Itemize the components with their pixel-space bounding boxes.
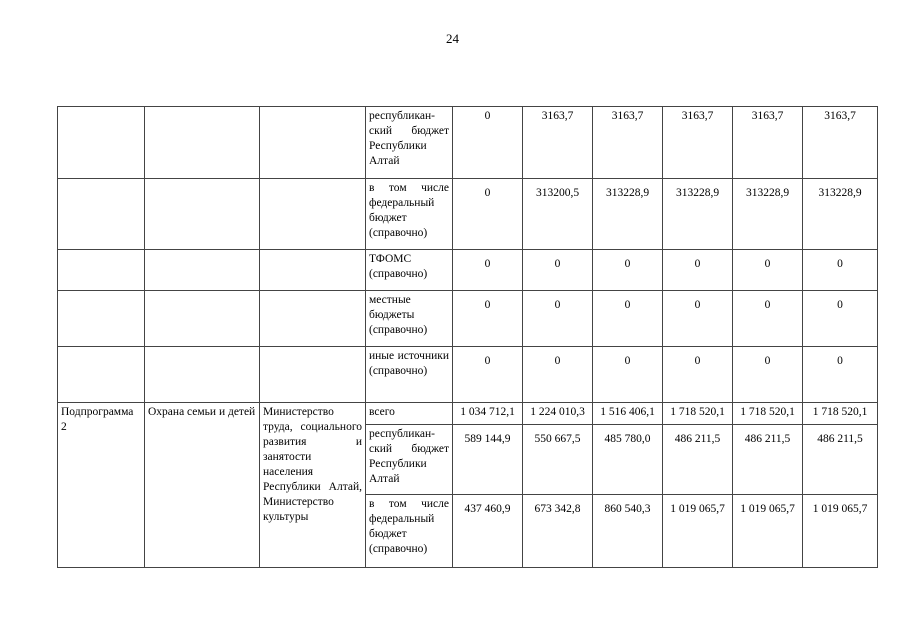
value-cell: 1 718 520,1 xyxy=(733,403,803,425)
value-cell: 0 xyxy=(523,250,593,291)
source-cell: местные бюджеты (справочно) xyxy=(366,291,453,347)
value-cell: 3163,7 xyxy=(523,107,593,179)
table-row xyxy=(58,250,878,291)
value-cell: 1 224 010,3 xyxy=(523,403,593,425)
value-cell: 485 780,0 xyxy=(593,425,663,495)
value-cell: 0 xyxy=(733,291,803,347)
value-cell: 0 xyxy=(453,179,523,250)
value-cell: 1 019 065,7 xyxy=(803,495,878,568)
subprogram-category-cell: Подпрограмма 2 xyxy=(58,403,145,568)
value-cell: 0 xyxy=(453,291,523,347)
executor-cell xyxy=(260,347,366,403)
source-cell: в том числе федеральный бюджет (справочно) xyxy=(366,179,453,250)
source-cell: республикан-ский бюджет Республики Алтай xyxy=(366,107,453,179)
value-cell: 1 019 065,7 xyxy=(663,495,733,568)
value-cell: 0 xyxy=(733,347,803,403)
value-cell: 313200,5 xyxy=(523,179,593,250)
budget-table xyxy=(57,106,878,568)
value-cell: 0 xyxy=(453,347,523,403)
name-cell xyxy=(145,179,260,250)
value-cell: 313228,9 xyxy=(593,179,663,250)
category-cell xyxy=(58,291,145,347)
executor-cell xyxy=(260,179,366,250)
value-cell: 550 667,5 xyxy=(523,425,593,495)
name-cell xyxy=(145,291,260,347)
value-cell: 0 xyxy=(523,291,593,347)
table-row xyxy=(58,107,878,179)
value-cell: 673 342,8 xyxy=(523,495,593,568)
value-cell: 3163,7 xyxy=(593,107,663,179)
executor-cell xyxy=(260,250,366,291)
value-cell: 486 211,5 xyxy=(663,425,733,495)
category-cell xyxy=(58,250,145,291)
value-cell: 313228,9 xyxy=(663,179,733,250)
value-cell: 486 211,5 xyxy=(733,425,803,495)
executor-cell xyxy=(260,291,366,347)
name-cell xyxy=(145,347,260,403)
value-cell: 313228,9 xyxy=(803,179,878,250)
value-cell: 3163,7 xyxy=(663,107,733,179)
value-cell: 3163,7 xyxy=(803,107,878,179)
name-cell xyxy=(145,250,260,291)
subprogram-executor-cell: Министерство труда, социального развития и занятости населения Республики Алтай, Министерство культуры xyxy=(260,403,366,568)
value-cell: 0 xyxy=(593,291,663,347)
value-cell: 0 xyxy=(593,347,663,403)
value-cell: 313228,9 xyxy=(733,179,803,250)
value-cell: 860 540,3 xyxy=(593,495,663,568)
source-cell: республикан-ский бюджет Республики Алтай xyxy=(366,425,453,495)
value-cell: 1 718 520,1 xyxy=(803,403,878,425)
value-cell: 0 xyxy=(663,250,733,291)
category-cell xyxy=(58,347,145,403)
table-row xyxy=(58,179,878,250)
source-cell: иные источники (справочно) xyxy=(366,347,453,403)
category-cell xyxy=(58,179,145,250)
table-row xyxy=(58,291,878,347)
source-cell: ТФОМС (справочно) xyxy=(366,250,453,291)
value-cell: 0 xyxy=(663,347,733,403)
value-cell: 0 xyxy=(453,107,523,179)
executor-cell xyxy=(260,107,366,179)
category-cell xyxy=(58,107,145,179)
value-cell: 0 xyxy=(453,250,523,291)
table-row xyxy=(58,403,878,425)
value-cell: 0 xyxy=(523,347,593,403)
value-cell: 0 xyxy=(733,250,803,291)
table-body xyxy=(58,107,878,568)
source-cell: в том числе федеральный бюджет (справочно) xyxy=(366,495,453,568)
value-cell: 0 xyxy=(593,250,663,291)
value-cell: 1 019 065,7 xyxy=(733,495,803,568)
value-cell: 0 xyxy=(803,250,878,291)
value-cell: 437 460,9 xyxy=(453,495,523,568)
value-cell: 3163,7 xyxy=(733,107,803,179)
name-cell xyxy=(145,107,260,179)
value-cell: 0 xyxy=(803,347,878,403)
value-cell: 1 034 712,1 xyxy=(453,403,523,425)
subprogram-name-cell: Охрана семьи и детей xyxy=(145,403,260,568)
value-cell: 589 144,9 xyxy=(453,425,523,495)
value-cell: 1 516 406,1 xyxy=(593,403,663,425)
page-number: 24 xyxy=(446,31,459,46)
value-cell: 0 xyxy=(803,291,878,347)
value-cell: 486 211,5 xyxy=(803,425,878,495)
value-cell: 1 718 520,1 xyxy=(663,403,733,425)
source-cell: всего xyxy=(366,403,453,425)
value-cell: 0 xyxy=(663,291,733,347)
table-row xyxy=(58,347,878,403)
